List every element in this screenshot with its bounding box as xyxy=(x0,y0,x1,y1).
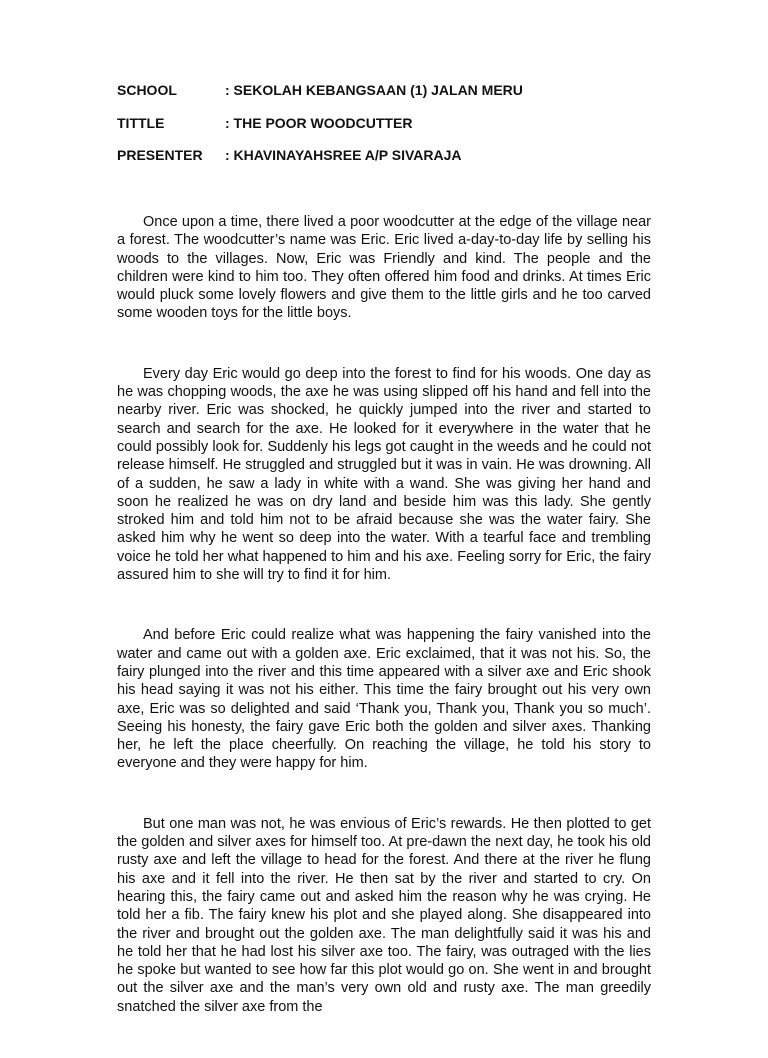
title-value: : THE POOR WOODCUTTER xyxy=(225,114,413,131)
story-paragraph: But one man was not, he was envious of Eric’s rewards. He then plotted to get the golden and silver axes for himself too. At pre-dawn the next day, he took his old rusty axe and left the village to head for the forest. And there at the river he flung his axe and it fell into the river. He then sat by the river and started to cry. On hearing this, the fairy came out and asked him the reason why he was crying. He told her a fib. The fairy knew his plot and she played along. She disappeared into the river and brought out the golden axe. The man delightfully said it was his and he told her that he had lost his silver axe too. The fairy, was outraged with the lies he spoke but wanted to see how far this plot would go on. She went in and brought out the silver axe and the man’s very own old and rusty axe. The man greedily snatched the silver axe from the xyxy=(117,815,651,1015)
presenter-label: PRESENTER xyxy=(117,147,203,163)
story-paragraph: Once upon a time, there lived a poor woodcutter at the edge of the village near a forest. The woodcutter’s name was Eric. Eric lived a-day-to-day life by selling his woods to the villages. Now, Eric was Friendly and kind. The people and the children were kind to him too. They often offered him food and drinks. At times Eric would pluck some lovely flowers and give them to the little girls and he too carved some wooden toys for the little boys. xyxy=(117,214,651,322)
presenter-row xyxy=(117,147,677,163)
school-value: : SEKOLAH KEBANGSAAN (1) JALAN MERU xyxy=(225,82,523,98)
story-body xyxy=(117,213,651,1058)
story-paragraph: And before Eric could realize what was happening the fairy vanished into the water and came out with a golden axe. Eric exclaimed, that it was not his. So, the fairy plunged into the river and this time appeared with a silver axe and Eric shook his head saying it was not his either. This time the fairy brought out his very own axe, Eric was so delighted and said ‘Thank you, Thank you, Thank you so much’. Seeing his honesty, the fairy gave Eric both the golden and silver axes. Thanking her, he left the place cheerfully. On reaching the village, he told his story to everyone and they were happy for him. xyxy=(117,627,651,772)
school-row xyxy=(117,82,677,98)
title-row xyxy=(117,115,677,131)
school-label: SCHOOL xyxy=(117,82,177,98)
presenter-value: : KHAVINAYAHSREE A/P SIVARAJA xyxy=(225,147,462,163)
story-paragraph: Every day Eric would go deep into the forest to find for his woods. One day as he was chopping woods, the axe he was using slipped off his hand and fell into the nearby river. Eric was shocked, he quickly jumped into the river and started to search and search for the axe. He looked for it everywhere in the water that he could possibly look for. Suddenly his legs got caught in the weeds and he could not release himself. He struggled and struggled but it was in vain. He was drowning. All of a sudden, he saw a lady in white with a wand. She was giving her hand and soon he realized he was on dry land and beside him was this lady. She gently stroked him and told him not to be afraid because she was the water fairy. She asked him why he went so deep into the water. With a tearful face and trembling voice he told her what happened to him and his axe. Feeling sorry for Eric, the fairy assured him to she will try to find it for him. xyxy=(117,365,651,584)
title-label: TITTLE xyxy=(117,114,165,131)
header-info xyxy=(117,82,677,163)
